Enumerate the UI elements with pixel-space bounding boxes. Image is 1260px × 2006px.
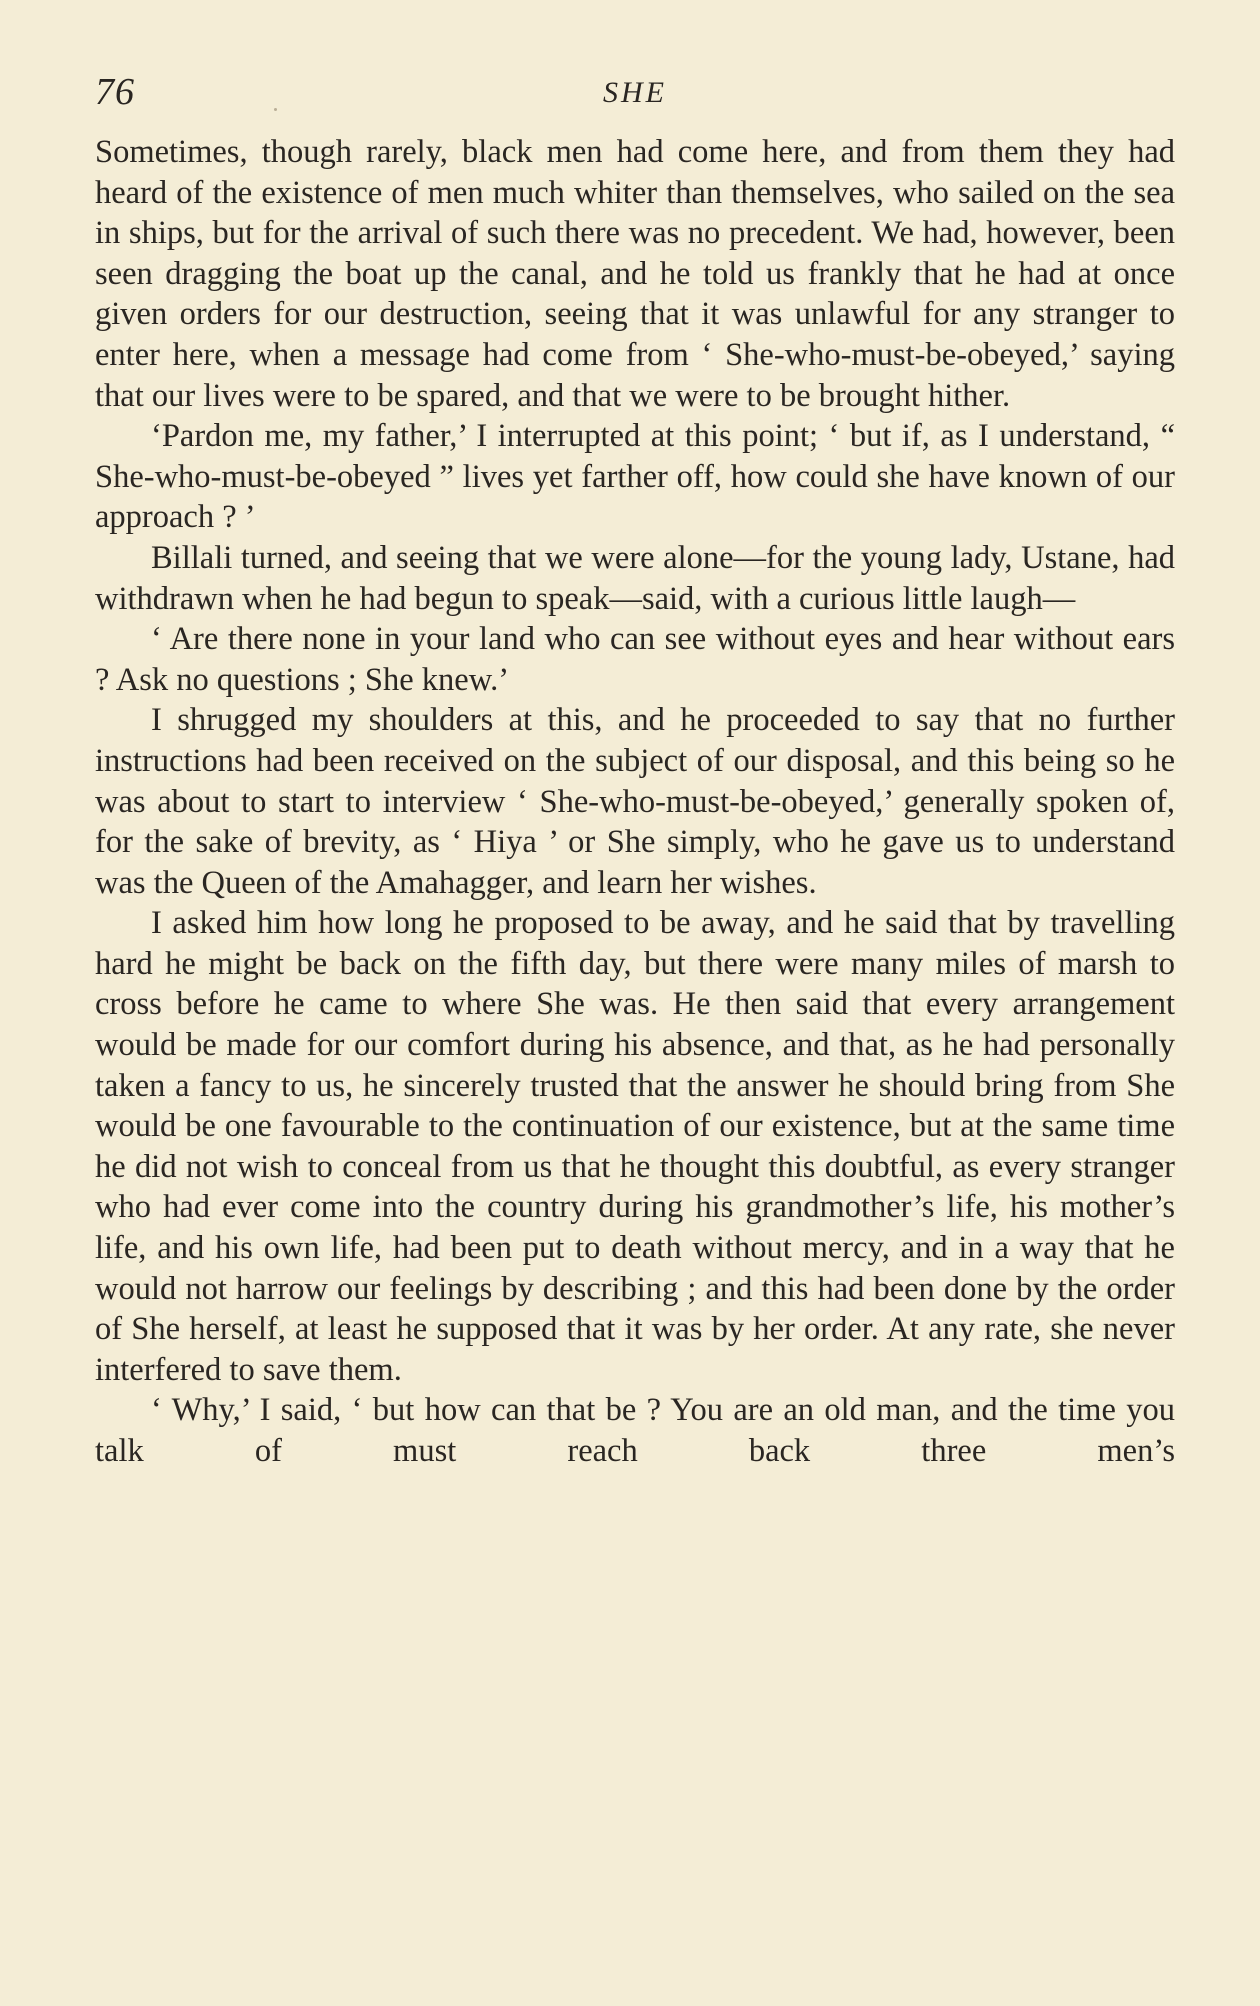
paragraph: I shrugged my shoulders at this, and he proceeded to say that no further instructions had been received on the subject of our disposal, and this being so he was about to start to interview ‘ She-who-must-be-obeyed,’ generally spoken of, for the sake of brevity, as ‘ Hiya ’ or She simply, who he gave us to understand was the Queen of the Amahagger, and learn her wishes. xyxy=(95,702,1175,901)
paragraph: ‘Pardon me, my father,’ I interrupted at this point; ‘ but if, as I understand, “ She-who-must-be-obeyed ” lives yet farther off, how could she have known of our approach ? ’ xyxy=(95,418,1175,536)
paragraph: Billali turned, and seeing that we were alone—for the young lady, Ustane, had withdrawn when he had begun to speak—said, with a curious little laugh— xyxy=(95,539,1175,617)
page-header xyxy=(95,70,1175,120)
page-number: 76 xyxy=(95,71,135,113)
body-text xyxy=(95,132,1175,1472)
paragraph: Sometimes, though rarely, black men had come here, and from them they had heard of the existence of men much whiter than themselves, who sailed on the sea in ships, but for the arrival of such there was no precedent. We had, however, been seen dragging the boat up the canal, and he told us frankly that he had at once given orders for our destruction, seeing that it was unlawful for any stranger to enter here, when a message had come from ‘ She-who-must-be-obeyed,’ saying that our lives were to be spared, and that we were to be brought hither. xyxy=(95,134,1175,414)
paragraph: ‘ Why,’ I said, ‘ but how can that be ? You are an old man, and the time you talk of must reach back three men’s xyxy=(95,1392,1175,1469)
paragraph: ‘ Are there none in your land who can see without eyes and hear without ears ? Ask no questions ; She knew.’ xyxy=(95,621,1175,698)
print-speck xyxy=(274,108,277,111)
paragraph: I asked him how long he proposed to be away, and he said that by travelling hard he might be back on the fifth day, but there were many miles of marsh to cross before he came to where She was. He then said that every arrangement would be made for our comfort during his absence, and that, as he had personally taken a fancy to us, he sincerely trusted that the answer he should bring from She would be one favourable to the continuation of our existence, but at the same time he did not wish to conceal from us that he thought this doubtful, as every stranger who had ever come into the country during his grandmother’s life, his mother’s life, and his own life, had been put to death without mercy, and in a way that he would not harrow our feelings by describing ; and this had been done by the order of She herself, at least he supposed that it was by her order. At any rate, she never interfered to save them. xyxy=(95,905,1175,1388)
running-head: SHE xyxy=(603,76,667,109)
